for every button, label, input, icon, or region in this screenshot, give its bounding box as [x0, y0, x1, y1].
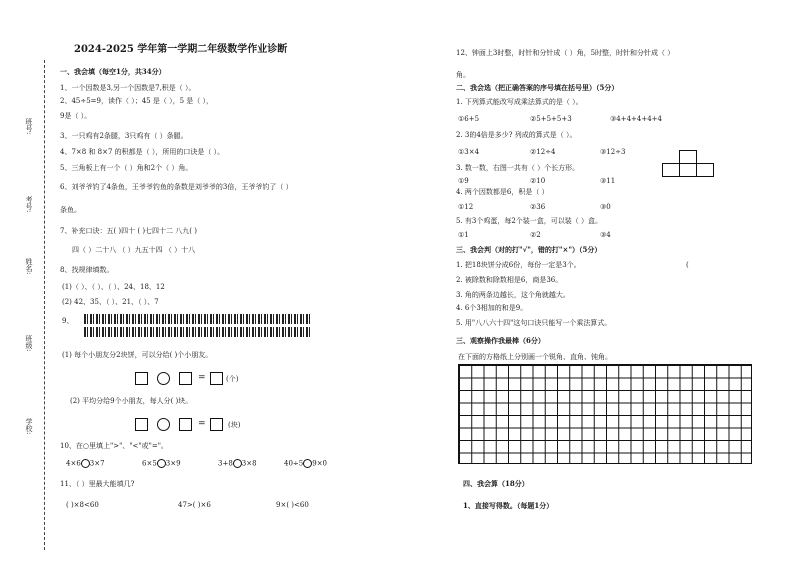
fill-max-3: 9×( )<60: [276, 501, 309, 509]
operator-circle[interactable]: [157, 372, 170, 385]
question-8-part2: (2) 42、35、（ ）、21、（ ）、7: [62, 298, 159, 306]
answer-box[interactable]: [210, 418, 223, 431]
compare-right: 9×0: [312, 459, 328, 468]
compare-item-3: [218, 459, 257, 468]
question-9-part1: (1) 每个小朋友分2块饼，可以分给( )个小朋友。: [62, 351, 213, 359]
compare-left: 3+8: [218, 459, 233, 468]
question-3: 3、一只鸡有2条腿，3只鸡有（ ）条腿。: [60, 132, 188, 140]
unit-ge: (个): [226, 375, 239, 383]
choice-1-opt1: ①6+5: [458, 115, 480, 123]
operator-circle[interactable]: [157, 418, 170, 431]
question-8: 8、找规律填数。: [60, 266, 114, 274]
answer-box[interactable]: [179, 372, 192, 385]
question-8-part1: (1)（ ）、（ ）、（ ）、24、18、12: [62, 283, 165, 291]
biscuit-picture: [84, 314, 312, 324]
question-1: 1、一个因数是3,另一个因数是7,积是（ ）。: [60, 84, 196, 92]
section-operate: 三、观察操作我最棒（6分）: [456, 336, 545, 345]
choice-2-opt3: ③12÷3: [600, 148, 626, 156]
section-judge: 三、我会判（对的打"√"，错的打"×"）（5分）: [456, 245, 602, 254]
question-12-line2: 角。: [456, 71, 470, 79]
compare-item-4: [284, 459, 327, 468]
question-9-part2: (2) 平均分给9个小朋友，每人分( )块。: [70, 397, 193, 405]
choice-3: 3. 数一数，右图一共有（ ）个长方形。: [456, 164, 580, 172]
judge-4: 4. 6个3相加的和是9。: [456, 304, 528, 312]
question-7-line1: 7、补充口诀：五( )四十 ( )七四十二 八九( ): [60, 227, 197, 235]
choice-2: 2. 3的4倍是多少? 列成的算式是（ ）。: [456, 131, 577, 139]
question-9: 9、: [62, 317, 74, 325]
compare-left: 6×5: [142, 459, 157, 468]
question-5: 5、三角板上有一个（ ）角和2个（ ）角。: [60, 164, 193, 172]
choice-1-opt3: ③4+4+4+4+4: [610, 115, 663, 123]
section-fill-in: 一、我会填（每空1分，共34分）: [60, 67, 166, 76]
calc-instruction: 1、直接写得数。（每题1分）: [463, 501, 554, 510]
question-2-line1: 2、45÷5=9，读作（ ）；45 是（ ），5 是（ ），: [60, 97, 213, 105]
equals-sign: =: [198, 373, 206, 383]
judge-1: 1. 把18块饼分成6份，每份一定是3个。: [456, 261, 581, 269]
choice-1: 1. 下列算式能改写成乘法算式的是（ ）。: [456, 98, 583, 106]
biscuit-picture-row2: [84, 327, 312, 337]
compare-right: 3×7: [89, 459, 105, 468]
question-12-line1: 12、钟面上3时整，时针和分针成（ ）角，5时整，时针和分针成（ ）: [456, 49, 675, 57]
answer-box[interactable]: [179, 418, 192, 431]
choice-4-opt1: ①12: [458, 203, 474, 211]
choice-5-opt1: ①1: [458, 231, 469, 239]
rectangle-figure-middle: [679, 163, 697, 177]
answer-box[interactable]: [135, 418, 148, 431]
compare-right: 3×9: [165, 459, 181, 468]
choice-4-opt3: ③0: [600, 203, 611, 211]
choice-3-opt2: ②10: [530, 177, 546, 185]
unit-kuai: (块): [228, 421, 241, 429]
page-title: 2024-2025 学年第一学期二年级数学作业诊断: [74, 44, 288, 55]
rectangle-figure-top: [679, 150, 697, 164]
choice-2-opt1: ①3×4: [458, 148, 480, 156]
grid-instruction: 在下面的方格纸上分别画一个锐角、直角、钝角。: [458, 353, 612, 361]
question-4: 4、7×8 和 8×7 的积都是（ ），所用的口诀是（ ）。: [60, 148, 225, 156]
choice-4: 4. 两个因数都是6，积是（ ）: [456, 188, 549, 196]
side-label-school: 学校:: [25, 418, 33, 435]
question-6-line1: 6、刘爷爷钓了4条鱼，王爷爷钓鱼的条数是刘爷爷的3倍，王爷爷钓了（ ）: [60, 183, 293, 191]
side-label-id: 考号:: [25, 196, 33, 213]
choice-1-opt2: ②5+5+5+3: [530, 115, 572, 123]
equals-sign: =: [198, 419, 206, 429]
judge-3: 3. 角的两条边越长，这个角就越大。: [456, 291, 570, 299]
compare-circle[interactable]: [81, 459, 90, 468]
compare-left: 40÷5: [284, 459, 304, 468]
section-choose: 二、我会选（把正确答案的序号填在括号里）（5分）: [456, 83, 619, 92]
side-label-name: 姓名:: [25, 258, 33, 275]
judge-5: 5. 用"八八六十四"这句口诀只能写一个乘法算式。: [456, 319, 612, 327]
compare-right: 3×8: [241, 459, 257, 468]
judge-1-paren: (: [686, 261, 689, 269]
choice-4-opt2: ②36: [530, 203, 546, 211]
choice-5-opt2: ②2: [530, 231, 541, 239]
fill-max-2: 47>( )×6: [178, 501, 211, 509]
choice-3-opt1: ①9: [458, 177, 469, 185]
fill-max-1: ( )×8<60: [66, 501, 99, 509]
section-calculate: 四、我会算（18分）: [463, 479, 529, 488]
compare-left: 4×6: [66, 459, 81, 468]
compare-circle[interactable]: [303, 459, 312, 468]
question-2-line2: 9是（ ）。: [60, 112, 92, 120]
choice-5: 5. 有3个鸡蛋，每2个装一盒，可以装（ ）盒。: [456, 217, 603, 225]
answer-box[interactable]: [210, 372, 223, 385]
question-7-line2: 四（ ）二十八 （ ）九五十四 （ ）十八: [72, 246, 196, 254]
question-11: 11、（ ）里最大能填几?: [60, 480, 135, 488]
question-6-line2: 条鱼。: [60, 206, 81, 214]
compare-item-2: [142, 459, 181, 468]
binding-line: [44, 60, 45, 550]
choice-3-opt3: ③11: [600, 177, 616, 185]
side-label-number: 班号:: [25, 118, 33, 135]
compare-item-1: [66, 459, 105, 468]
square-grid-paper[interactable]: [458, 364, 752, 464]
choice-2-opt2: ②12÷4: [530, 148, 556, 156]
choice-5-opt3: ③4: [600, 231, 611, 239]
judge-2: 2. 被除数和除数相是6，商是36。: [456, 276, 563, 284]
question-10: 10、在○里填上">"、"<"或"="。: [60, 442, 168, 450]
side-label-class: 班级:: [25, 335, 33, 352]
compare-circle[interactable]: [233, 459, 242, 468]
compare-circle[interactable]: [157, 459, 166, 468]
answer-box[interactable]: [135, 372, 148, 385]
